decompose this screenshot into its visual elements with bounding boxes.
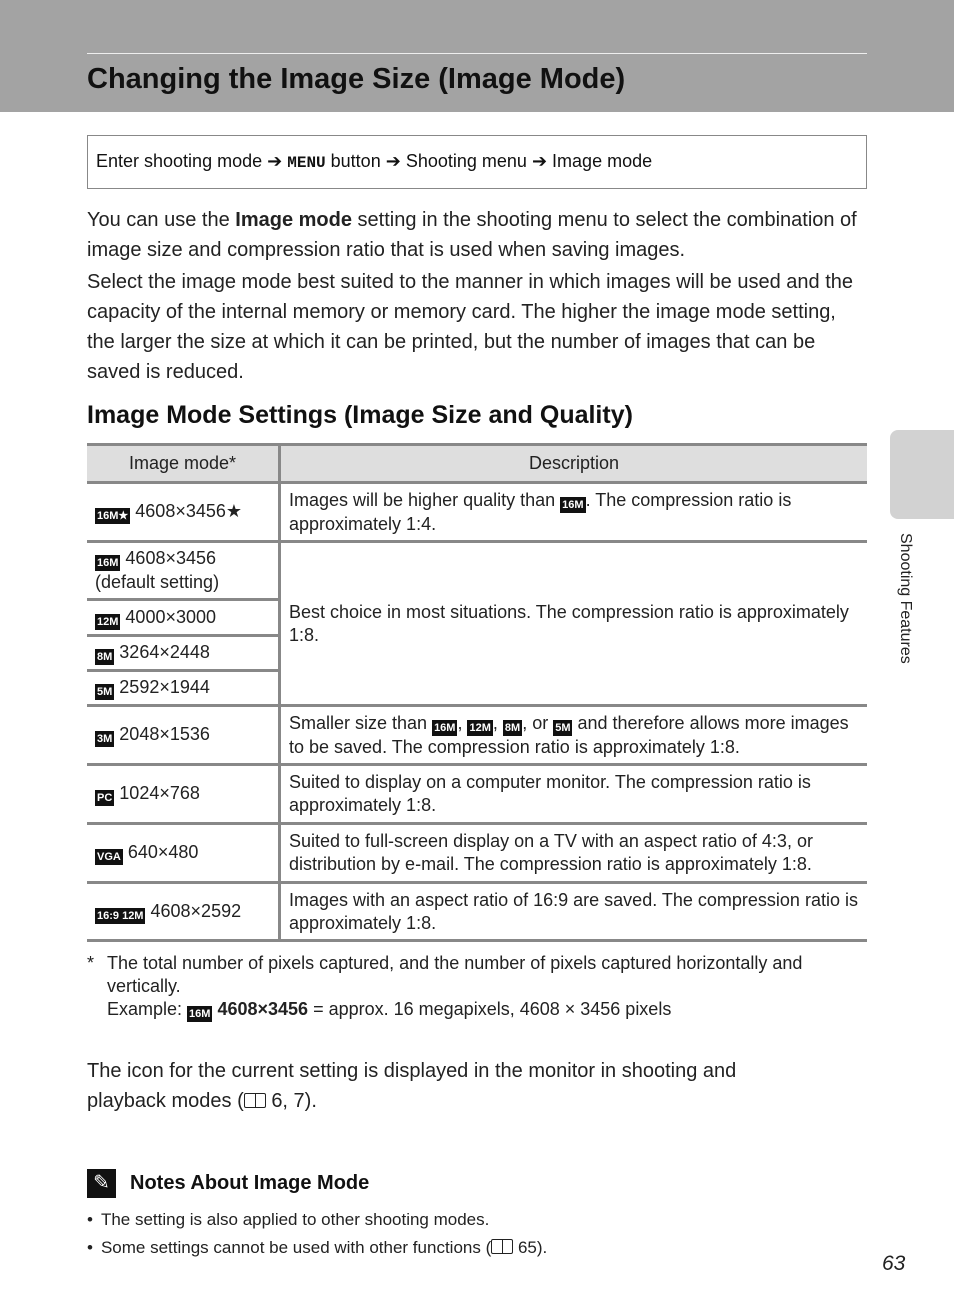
table-row: 16M★ 4608×3456★ Images will be higher quality than 16M . The compression ratio is approximately 1:4. [87,483,867,542]
table-row: VGA 640×480 Suited to full-screen display on a TV with an aspect ratio of 4:3, or distribution by e-mail. The compression ratio is approximately 1:8. [87,824,867,883]
arrow-icon: ➔ [267,151,283,171]
main-column [87,112,867,1262]
table-row: 8M 3264×2448 [87,636,867,671]
header-rule [87,53,867,54]
arrow-icon: ➔ [385,151,401,171]
image-mode-icon: 16M [189,1008,211,1020]
merged-description: Best choice in most situations. The compression ratio is approximately 1:8. [280,542,868,706]
image-mode-icon: 16M★ [97,510,129,522]
table-row: 3M 2048×1536 Smaller size than 16M , 12M , 8M , or 5M and therefore allows more images to be saved. The compression ratio is approximately 1:8. [87,706,867,765]
footnote: * The total number of pixels captured, and the number of pixels captured horizontally and vertically. Example: 16M 4608×3456 = approx. 16 megapixels, 4608 × 3456 pixels [87,953,803,1020]
image-mode-icon: 16M [434,721,456,734]
path-step: Image mode [552,151,653,171]
chapter-label: Shooting Features [897,533,914,664]
table-header-row [87,445,867,483]
arrow-icon: ➔ [531,151,548,171]
section-title: Image Mode Settings (Image Size and Quality) [87,401,633,429]
path-step: Enter shooting mode [96,151,263,171]
image-mode-icon: 3M [97,733,113,745]
column-header: Image mode* [87,445,280,483]
pencil-note-icon: ✎ [87,1169,116,1198]
monitor-note: The icon for the current setting is displayed in the monitor in shooting and playback modes ( 6, 7). [87,1060,737,1112]
table-row: 16:9 12M 4608×2592 Images with an aspect ratio of 16:9 are saved. The compression ratio is approximately 1:8. [87,883,867,941]
header-band [0,0,954,112]
image-mode-icon: 12M [97,615,119,628]
image-mode-icon: 8M [97,651,113,663]
menu-path-box [87,135,867,189]
image-mode-icon: 16M [97,557,119,569]
image-mode-icon: 8M [504,721,521,734]
intro-paragraph-1: You can use the Image mode setting in the shooting menu to select the combination of image size and compression ratio that is used when saving images. [87,209,857,261]
image-mode-icon: VGA [97,851,121,863]
image-mode-icon: PC [97,792,113,804]
page-title: Changing the Image Size (Image Mode) [87,63,626,95]
book-ref-icon [491,1239,513,1254]
image-mode-icon: 12M [469,721,491,734]
page-number: 63 [882,1252,906,1275]
menu-button-glyph: MENU [287,154,326,172]
list-item: • The setting is also applied to other shooting modes. [87,1206,847,1234]
notes-list [87,1206,847,1262]
notes-heading: ✎ Notes About Image Mode [87,1168,867,1198]
image-mode-table [87,443,867,942]
table-row: 16M 4608×3456 (default setting) Best choice in most situations. The compression ratio is approximately 1:8. [87,542,867,600]
image-mode-icon: 5M [555,721,571,734]
image-mode-icon: 5M [97,686,113,698]
table-row: PC 1024×768 Suited to display on a computer monitor. The compression ratio is approximately 1:8. [87,765,867,824]
path-step: Shooting menu [405,151,527,171]
chapter-tab [890,430,954,519]
column-header: Description [280,445,868,483]
list-item: • Some settings cannot be used with other functions ( 65). [87,1234,847,1262]
image-mode-icon: 16M [562,498,584,511]
image-mode-icon: 16:9 12M [97,909,144,922]
table-row: 5M 2592×1944 [87,671,867,706]
table-row: 12M 4000×3000 [87,600,867,636]
intro-paragraph-2: Select the image mode best suited to the manner in which images will be used and the capacity of the internal memory or memory card. The higher the image mode setting, the larger the size at which it can be printed, but the number of images that can be saved is reduced. [87,271,853,383]
book-ref-icon [244,1093,266,1108]
path-step: button [330,151,381,171]
